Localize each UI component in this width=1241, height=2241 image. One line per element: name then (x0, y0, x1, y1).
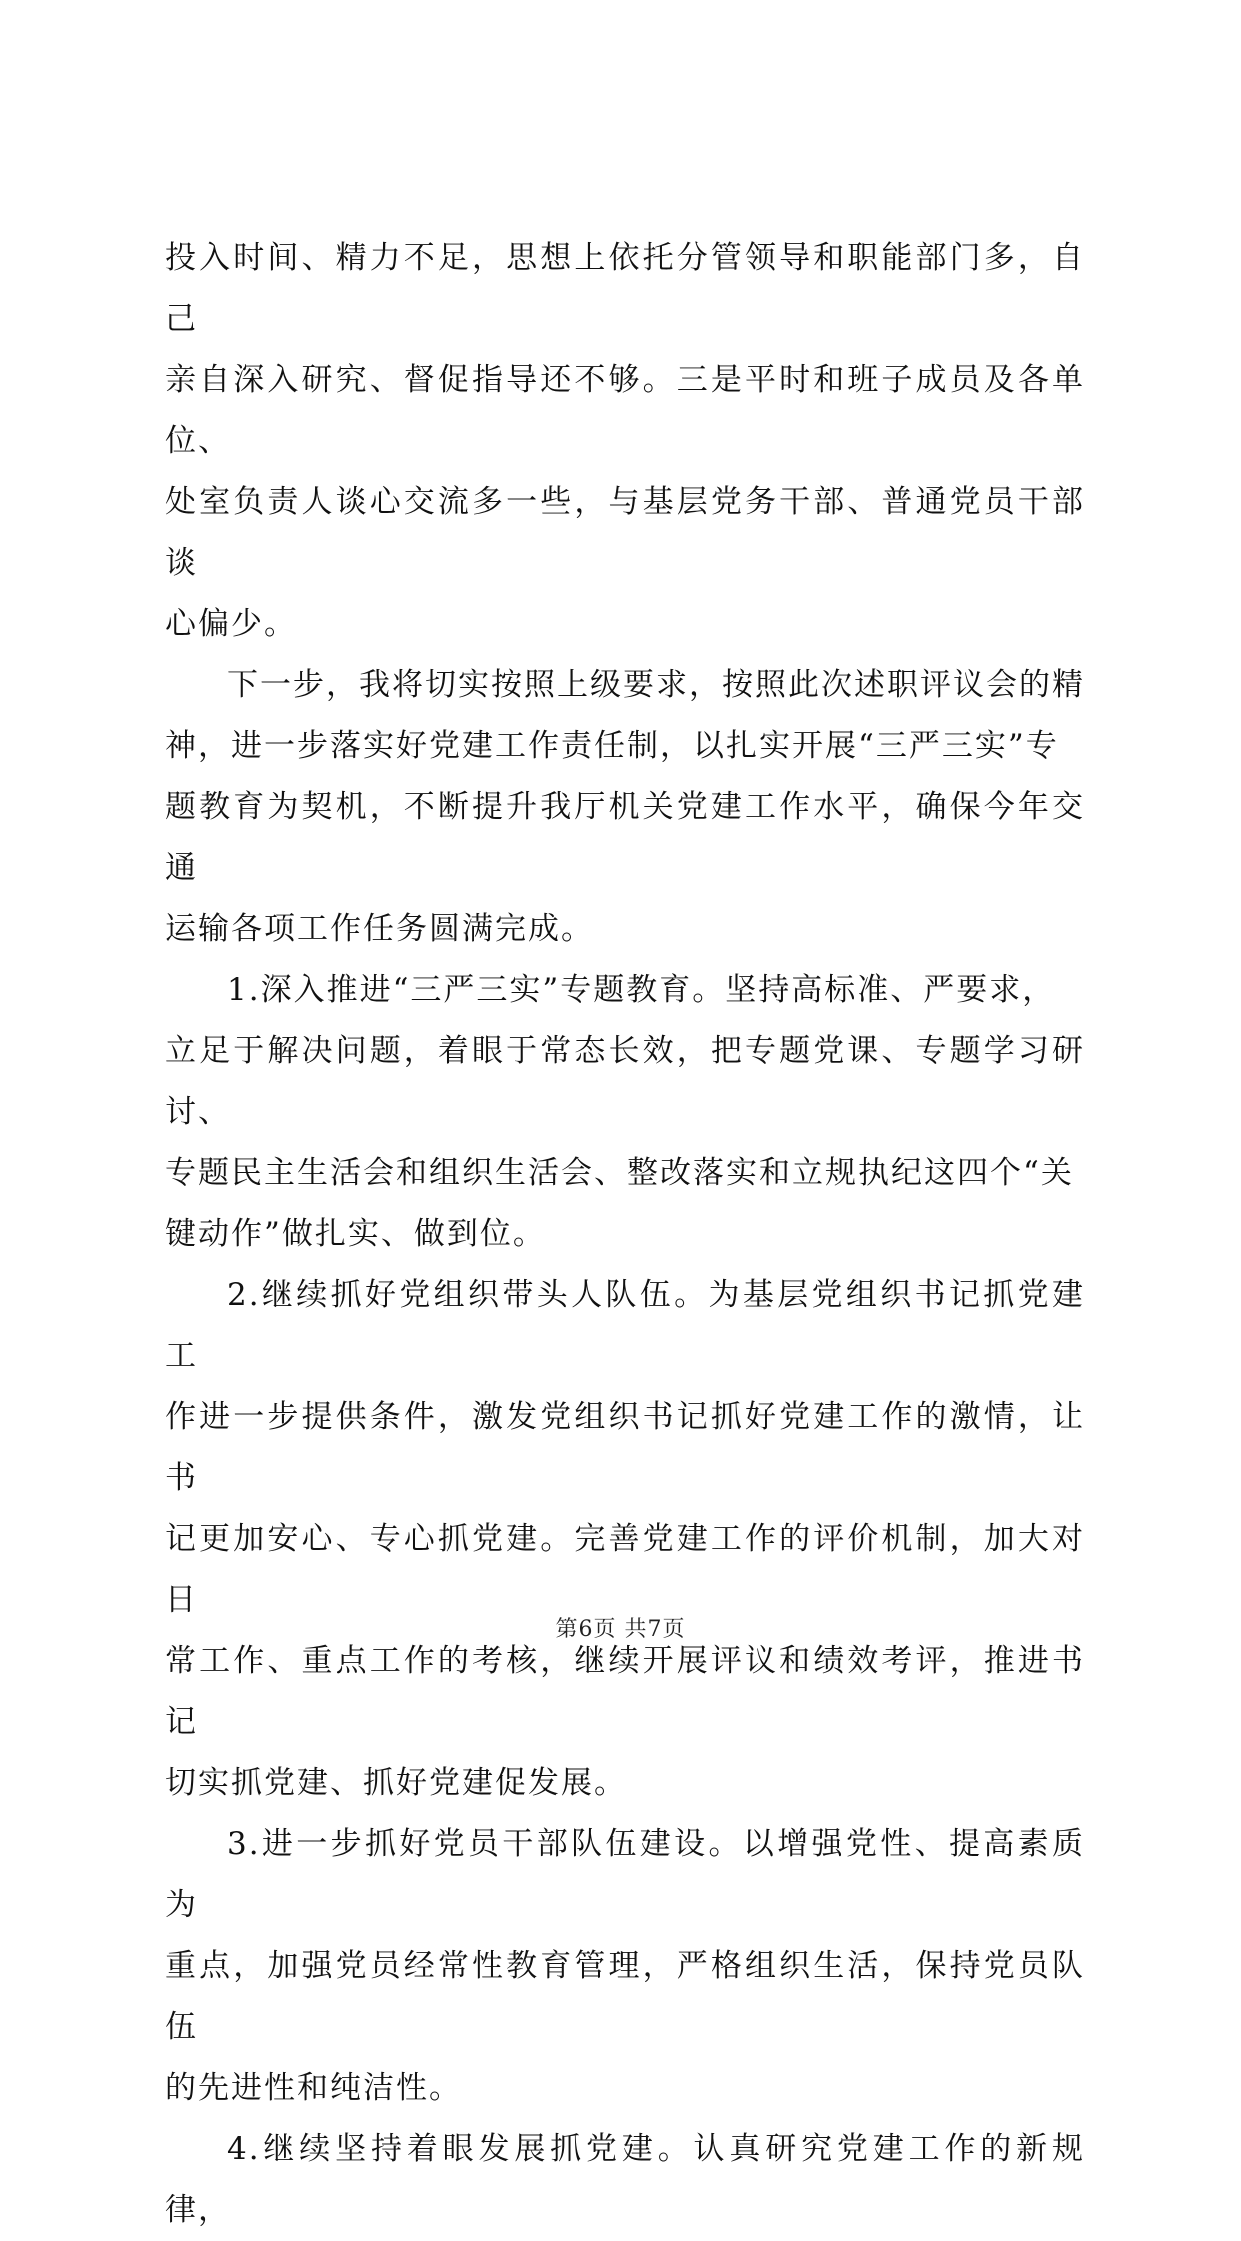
paragraph-1: 投入时间、精力不足，思想上依托分管领导和职能部门多，自己 亲自深入研究、督促指导还不够。三是平时和班子成员及各单位、 处室负责人谈心交流多一些，与基层党务干部、普通党员干部谈 心偏少。 (165, 240, 1085, 642)
paragraph-5: 3.进一步抓好党员干部队伍建设。以增强党性、提高素质为 重点，加强党员经常性教育管理，严格组织生活，保持党员队伍 的先进性和纯洁性。 (165, 1826, 1085, 2106)
body-text (165, 228, 1085, 2241)
paragraph-6: 4.继续坚持着眼发展抓党建。认真研究党建工作的新规律， (165, 2131, 1085, 2228)
paragraph-3: 1.深入推进“三严三实”专题教育。坚持高标准、严要求， 立足于解决问题，着眼于常态长效，把专题党课、专题学习研讨、 专题民主生活会和组织生活会、整改落实和立规执纪这四个“关 键动作”做扎实、做到位。 (165, 972, 1085, 1252)
paragraph-4: 2.继续抓好党组织带头人队伍。为基层党组织书记抓党建工 作进一步提供条件，激发党组织书记抓好党建工作的激情，让书 记更加安心、专心抓党建。完善党建工作的评价机制，加大对日 常工作、重点工作的考核，继续开展评议和绩效考评，推进书记 切实抓党建、抓好党建促发展。 (165, 1277, 1085, 1801)
paragraph-2: 下一步，我将切实按照上级要求，按照此次述职评议会的精 神，进一步落实好党建工作责任制，以扎实开展“三严三实”专 题教育为契机，不断提升我厅机关党建工作水平，确保今年交通 运输各项工作任务圆满完成。 (165, 667, 1085, 947)
page-footer: 第6页 共7页 (555, 1617, 686, 1642)
